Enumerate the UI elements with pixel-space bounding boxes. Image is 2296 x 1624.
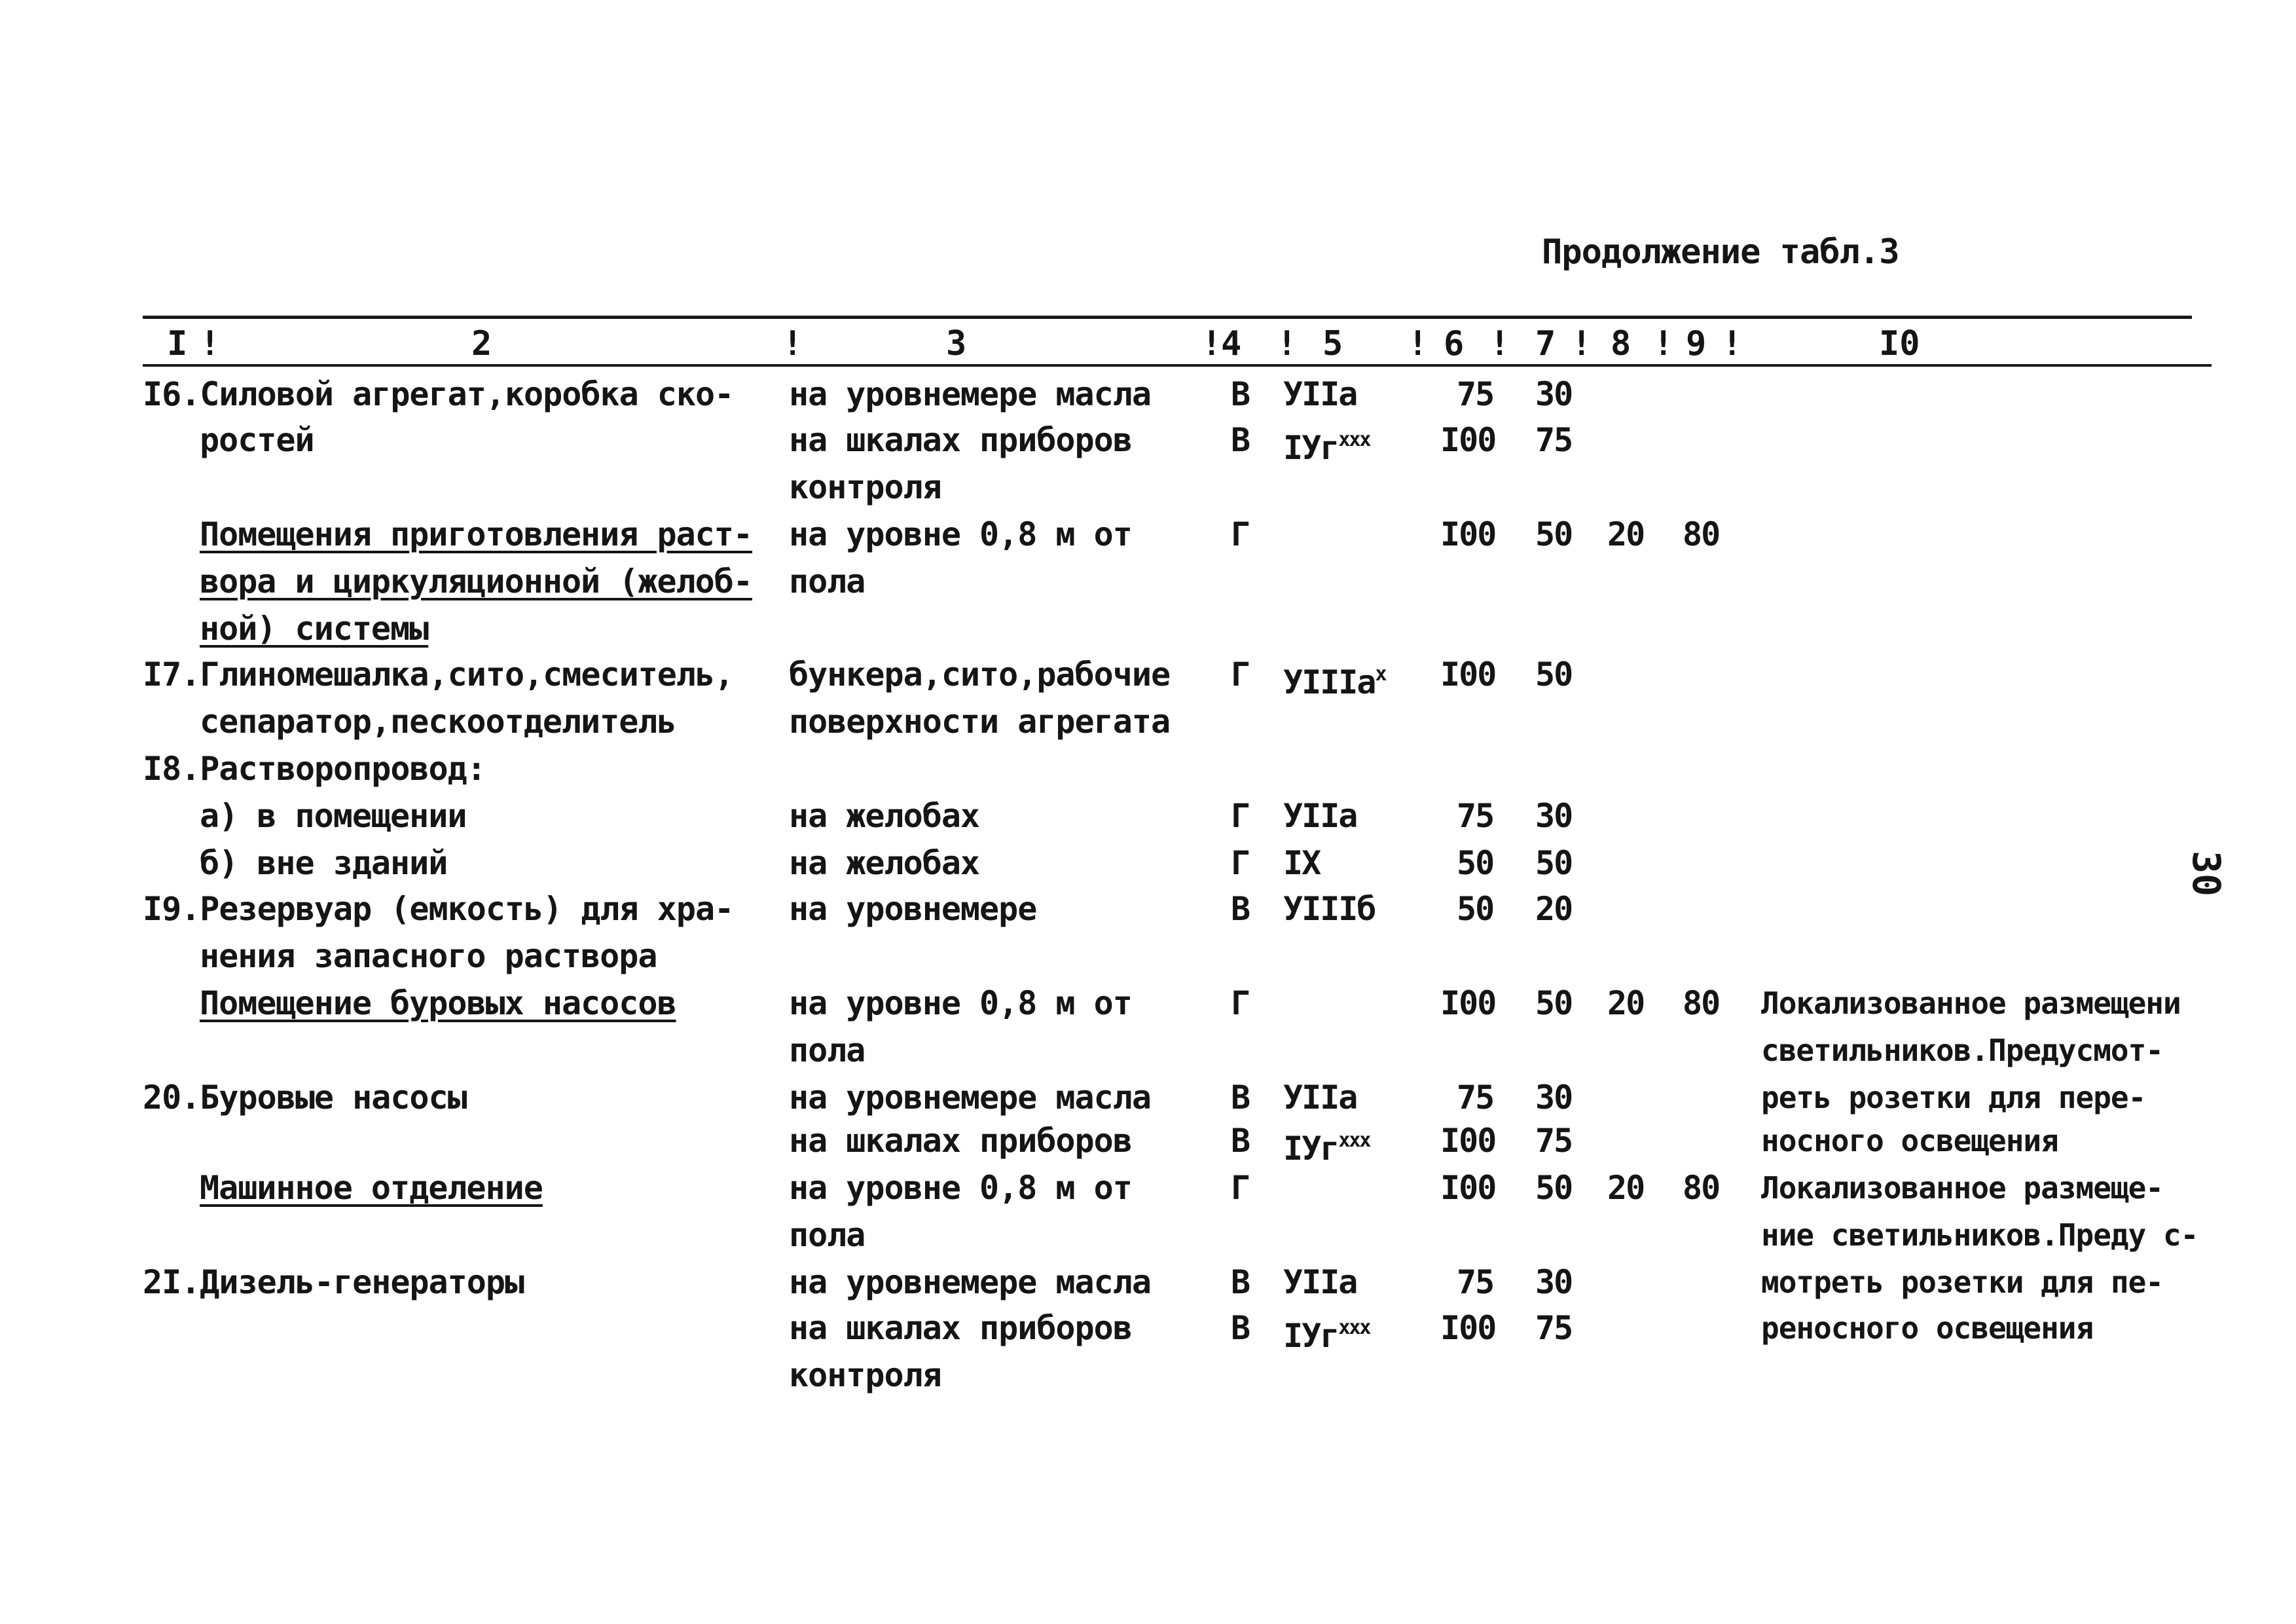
cell-c3: на уровне 0,8 м от — [789, 515, 1132, 553]
cell-c5 — [1283, 375, 1357, 414]
column-header: 5 — [1322, 324, 1343, 363]
lighting-category: IУг — [1283, 1130, 1339, 1168]
cell-c4: В — [1231, 1079, 1250, 1116]
cell-c6: I00 — [1440, 1122, 1496, 1160]
row-item-name: б) вне зданий — [200, 844, 448, 882]
cell-c10: носного освещения — [1761, 1123, 2058, 1158]
cell-c6: 75 — [1457, 1263, 1494, 1301]
table-top-rule — [143, 316, 2192, 319]
cell-c10: Локализованное размещени — [1761, 986, 2181, 1021]
cell-c10: реносного освещения — [1761, 1310, 2094, 1346]
lighting-category: IУг — [1283, 1317, 1339, 1355]
cell-c4: Г — [1231, 797, 1250, 835]
column-header: 6 — [1444, 324, 1465, 363]
row-item-name: а) в помещении — [200, 797, 467, 835]
column-separator: ! — [1722, 324, 1743, 363]
cell-c10: ние светильников.Преду с- — [1761, 1217, 2198, 1253]
row-item-name: 2I.Дизель-генераторы — [143, 1263, 524, 1301]
cell-c5 — [1283, 889, 1376, 929]
footnote-mark: x — [1375, 663, 1386, 686]
cell-c6: I00 — [1440, 984, 1496, 1022]
column-separator: ! — [1277, 324, 1298, 363]
cell-c7: 30 — [1535, 1079, 1573, 1116]
cell-c4: Г — [1231, 655, 1250, 693]
row-item-name: вора и циркуляционной (желоб- — [200, 563, 752, 600]
row-item-name: Помещения приготовления раст- — [200, 515, 752, 553]
cell-c4: В — [1231, 1309, 1250, 1347]
cell-c6: 50 — [1457, 844, 1494, 882]
cell-c5 — [1283, 796, 1357, 836]
cell-c5 — [1283, 1263, 1357, 1302]
cell-c5 — [1283, 1121, 1370, 1168]
cell-c7: 30 — [1535, 797, 1573, 835]
cell-c3: контроля — [789, 468, 941, 506]
row-item-name: I6.Силовой агрегат,коробка ско- — [143, 375, 734, 413]
footnote-mark: xxx — [1338, 1316, 1370, 1339]
cell-c3: на желобах — [789, 844, 980, 882]
cell-c9: 80 — [1683, 1169, 1720, 1207]
row-item-name: ростей — [200, 421, 314, 459]
column-header: 2 — [471, 324, 492, 363]
cell-c3: на желобах — [789, 797, 980, 835]
cell-c4: В — [1231, 1122, 1250, 1160]
column-separator: ! — [1653, 324, 1674, 363]
row-item-name: 20.Буровые насосы — [143, 1079, 467, 1116]
lighting-category: УIIа — [1283, 1263, 1357, 1301]
cell-c6: 75 — [1457, 375, 1494, 413]
cell-c4: В — [1231, 890, 1250, 928]
cell-c4: В — [1231, 1263, 1250, 1301]
footnote-mark: xxx — [1338, 1129, 1370, 1152]
cell-c3: на шкалах приборов — [789, 421, 1132, 459]
cell-c8: 20 — [1607, 984, 1645, 1022]
column-header: 4 — [1221, 324, 1242, 363]
column-header: 9 — [1686, 324, 1707, 363]
cell-c3: на шкалах приборов — [789, 1309, 1132, 1347]
cell-c6: I00 — [1440, 515, 1496, 553]
cell-c4: Г — [1231, 984, 1250, 1022]
cell-c9: 80 — [1683, 984, 1720, 1022]
row-item-name: I7.Глиномешалка,сито,смеситель, — [143, 655, 734, 693]
cell-c7: 50 — [1535, 844, 1573, 882]
cell-c6: I00 — [1440, 1309, 1496, 1347]
column-separator: ! — [782, 324, 803, 363]
cell-c3: контроля — [789, 1356, 941, 1394]
cell-c3: на уровне 0,8 м от — [789, 984, 1132, 1022]
cell-c7: 75 — [1535, 1122, 1573, 1160]
lighting-category: IX — [1283, 844, 1321, 882]
cell-c3: на уровнемере масла — [789, 1263, 1151, 1301]
cell-c3: пола — [789, 563, 866, 600]
cell-c6: I00 — [1440, 655, 1496, 693]
cell-c3: бункера,сито,рабочие — [789, 655, 1171, 693]
column-separator: ! — [1489, 324, 1510, 363]
footnote-mark: xxx — [1338, 428, 1370, 451]
cell-c4: Г — [1231, 844, 1250, 882]
page-number: 30 — [2183, 851, 2229, 896]
row-item-name: I9.Резервуар (емкость) для хра- — [143, 890, 734, 928]
cell-c8: 20 — [1607, 515, 1645, 553]
cell-c5 — [1283, 1078, 1357, 1117]
column-separator: ! — [1571, 324, 1592, 363]
cell-c4: Г — [1231, 515, 1250, 553]
column-header: 3 — [946, 324, 967, 363]
cell-c10: мотреть розетки для пе- — [1761, 1264, 2163, 1300]
column-header: 7 — [1535, 324, 1556, 363]
column-separator: ! — [1201, 324, 1222, 363]
cell-c7: 20 — [1535, 890, 1573, 928]
cell-c7: 30 — [1535, 375, 1573, 413]
cell-c6: 75 — [1457, 797, 1494, 835]
cell-c3: на уровне 0,8 м от — [789, 1169, 1132, 1207]
cell-c7: 75 — [1535, 421, 1573, 459]
cell-c6: 75 — [1457, 1079, 1494, 1116]
lighting-category: IУг — [1283, 429, 1339, 467]
cell-c5 — [1283, 655, 1386, 702]
lighting-category: УIIа — [1283, 797, 1357, 835]
column-header: I0 — [1879, 324, 1920, 363]
row-item-name: нения запасного раствора — [200, 937, 657, 975]
cell-c7: 50 — [1535, 655, 1573, 693]
cell-c7: 75 — [1535, 1309, 1573, 1347]
cell-c10: светильников.Предусмот- — [1761, 1033, 2163, 1068]
cell-c10: Локализованное размеще- — [1761, 1170, 2163, 1206]
cell-c6: 50 — [1457, 890, 1494, 928]
cell-c4: В — [1231, 421, 1250, 459]
cell-c3: на уровнемере масла — [789, 375, 1151, 413]
cell-c7: 50 — [1535, 984, 1573, 1022]
column-header: I — [167, 324, 188, 363]
cell-c5 — [1283, 1308, 1370, 1356]
cell-c8: 20 — [1607, 1169, 1645, 1207]
row-item-name: ной) системы — [200, 610, 429, 648]
cell-c7: 50 — [1535, 515, 1573, 553]
row-item-name: Машинное отделение — [200, 1169, 543, 1207]
cell-c4: В — [1231, 375, 1250, 413]
cell-c7: 30 — [1535, 1263, 1573, 1301]
cell-c3: поверхности агрегата — [789, 703, 1171, 741]
cell-c4: Г — [1231, 1169, 1250, 1207]
cell-c6: I00 — [1440, 421, 1496, 459]
row-item-name: сепаратор,пескоотделитель — [200, 703, 676, 741]
lighting-category: УIIа — [1283, 1079, 1357, 1116]
lighting-category: УIIа — [1283, 375, 1357, 413]
cell-c3: пола — [789, 1216, 866, 1254]
table-caption: Продолжение табл.3 — [1542, 232, 1899, 272]
cell-c3: на уровнемере масла — [789, 1079, 1151, 1116]
lighting-category: УIIIа — [1283, 663, 1376, 701]
cell-c5 — [1283, 420, 1370, 468]
cell-c9: 80 — [1683, 515, 1720, 553]
cell-c3: пола — [789, 1031, 866, 1069]
cell-c5 — [1283, 843, 1320, 883]
table-header-rule — [143, 364, 2212, 367]
cell-c7: 50 — [1535, 1169, 1573, 1207]
cell-c3: на шкалах приборов — [789, 1122, 1132, 1160]
column-separator: ! — [1408, 324, 1429, 363]
cell-c3: на уровнемере — [789, 890, 1037, 928]
lighting-category: УIIIб — [1283, 890, 1376, 928]
column-separator: ! — [200, 324, 221, 363]
cell-c10: реть розетки для пере- — [1761, 1080, 2146, 1115]
row-item-name: Помещение буровых насосов — [200, 984, 676, 1022]
column-header: 8 — [1611, 324, 1631, 363]
row-item-name: I8.Растворопровод: — [143, 750, 486, 788]
cell-c6: I00 — [1440, 1169, 1496, 1207]
